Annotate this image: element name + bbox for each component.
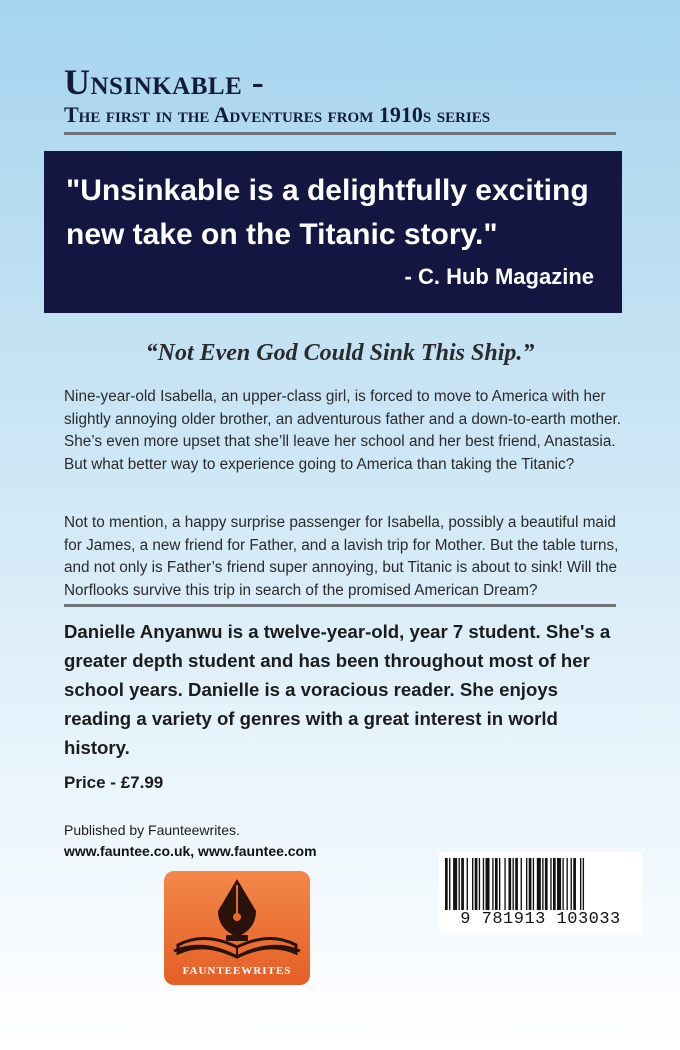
logo-text: FAUNTEEWRITES: [182, 965, 292, 977]
title-main: Unsinkable -: [64, 62, 265, 102]
publisher-line: Published by Faunteewrites.: [64, 822, 240, 838]
review-quote-box: [44, 151, 622, 313]
divider-top: [64, 132, 616, 135]
isbn-digits: 9 781913 103033: [460, 910, 621, 929]
isbn-barcode: [439, 852, 642, 933]
review-quote: "Unsinkable is a delightfully exciting new take on the Titanic story.": [66, 174, 589, 251]
publisher-logo: [164, 871, 310, 985]
review-source: - C. Hub Magazine: [404, 264, 594, 289]
barcode-bars: [445, 858, 636, 910]
author-bio: Danielle Anyanwu is a twelve-year-old, year 7 student. She's a greater depth student and has been throughout most of her school years. Danielle is a voracious reader. She enjoys reading a variety of genres with a great interest in world history.: [64, 621, 611, 758]
title-subtitle: The first in the Adventures from 1910s series: [64, 102, 491, 127]
publisher-websites: www.fauntee.co.uk, www.fauntee.com: [64, 843, 317, 859]
divider-bio: [64, 604, 616, 607]
book-title: [64, 64, 624, 126]
blurb-paragraph-1: Nine-year-old Isabella, an upper-class girl, is forced to move to America with her slightly annoying older brother, an adventurous father and a down-to-earth mother. She’s even more upset that she’ll leave her school and her best friend, Anastasia. But what better way to experience going to America than taking the Titanic?: [64, 388, 621, 473]
tagline: “Not Even God Could Sink This Ship.”: [145, 340, 535, 366]
blurb-paragraph-2: Not to mention, a happy surprise passenger for Isabella, possibly a beautiful maid for James, a new friend for Father, and a lavish trip for Mother. But the table turns, and not only is Father’s friend super annoying, but Titanic is about to sink! Will the Norflooks survive this trip in search of the promised American Dream?: [64, 514, 619, 599]
price: Price - £7.99: [64, 773, 164, 792]
